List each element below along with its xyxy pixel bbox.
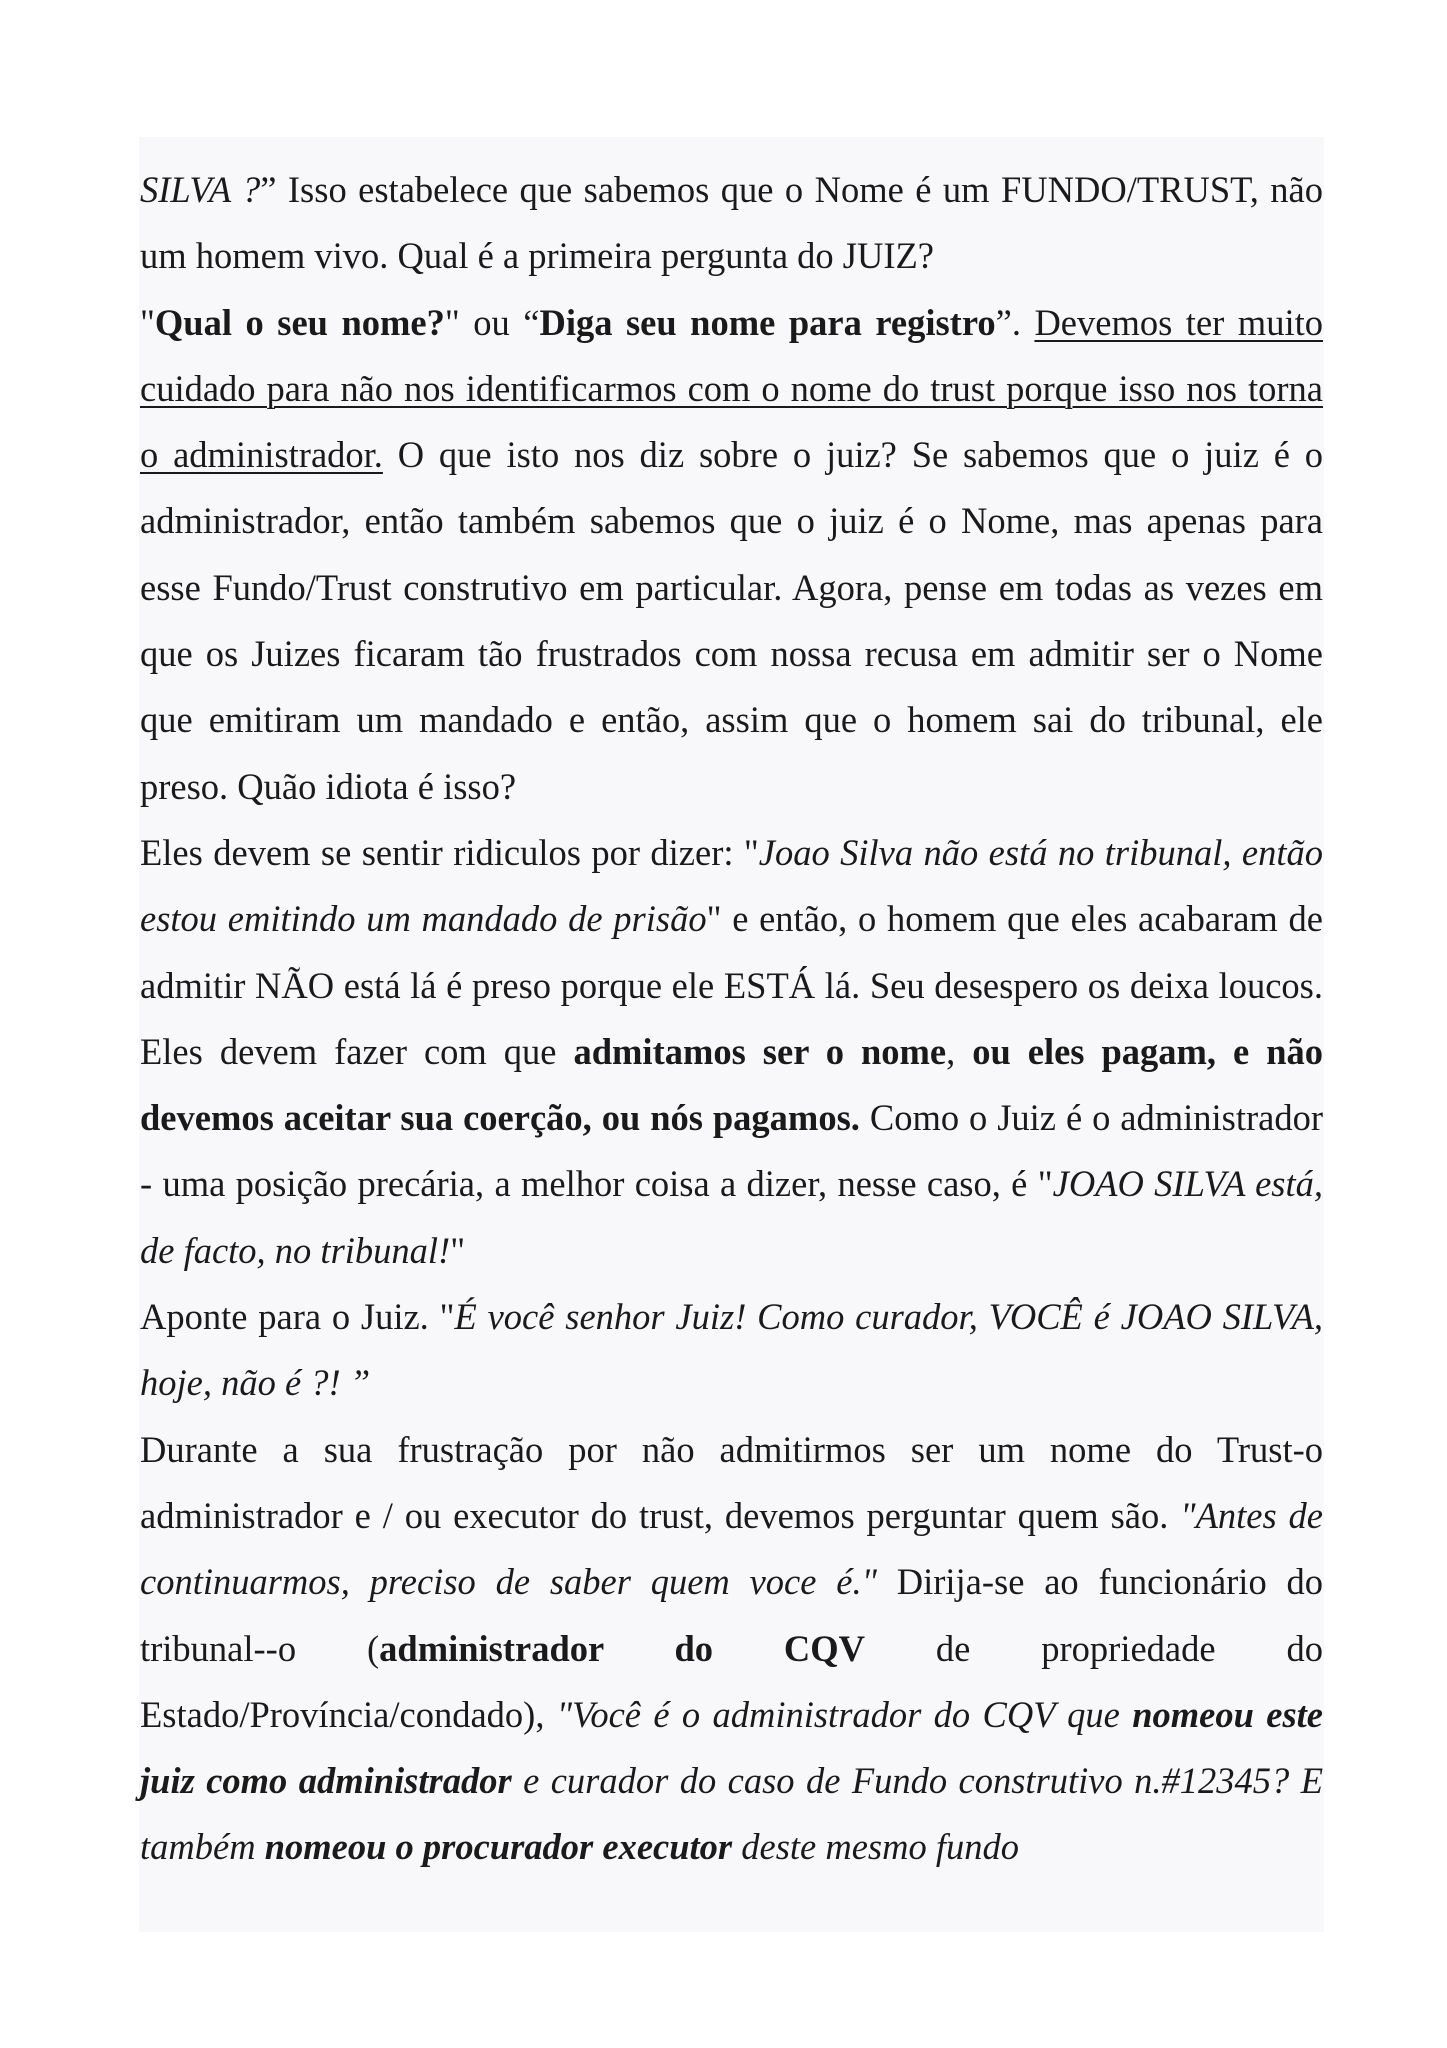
text-run: Diga seu nome para registro bbox=[539, 301, 996, 343]
underlined-text-run: Devemos ter muito cuidado para não nos identificarmos com o nome do trust porque isso nos torna o administrador. bbox=[140, 301, 1323, 476]
text-run: administrador do CQV bbox=[379, 1627, 866, 1669]
text-run: de propriedade do Estado/Província/condado), bbox=[140, 1627, 1323, 1735]
text-run: deste mesmo fundo bbox=[732, 1826, 1020, 1868]
text-run: admitamos ser o nome bbox=[573, 1030, 947, 1072]
paragraph-3 bbox=[140, 820, 1323, 1284]
text-run: Eles devem se sentir ridiculos por dizer: " bbox=[140, 831, 759, 873]
text-run: ” Isso estabelece que sabemos que o Nome é um FUNDO/TRUST, não um homem vivo. Qual é a primeira pergunta do JUIZ? bbox=[140, 169, 1323, 277]
paragraph-4 bbox=[140, 1284, 1323, 1417]
text-run: Dirija-se ao funcionário do tribunal--o ( bbox=[140, 1561, 1323, 1669]
paragraph-1 bbox=[140, 157, 1323, 290]
paragraph-5 bbox=[140, 1417, 1323, 1881]
text-run: "Antes de continuarmos, preciso de saber quem voce é." bbox=[140, 1494, 1324, 1603]
text-run: SILVA ? bbox=[140, 169, 261, 210]
text-run: " ou “ bbox=[444, 301, 540, 343]
text-run: Qual o seu nome? bbox=[154, 301, 445, 343]
text-run: " e então, o homem que eles acabaram de admitir NÃO está lá é preso porque ele ESTÁ lá. Seu desespero os deixa loucos. Eles devem fazer com que bbox=[140, 898, 1323, 1072]
text-run: Como o Juiz é o administrador - uma posição precária, a melhor coisa a dizer, nesse caso, é " bbox=[140, 1097, 1323, 1205]
text-run: ”. bbox=[995, 301, 1035, 343]
text-run: "Você é o administrador do CQV que bbox=[556, 1693, 1133, 1735]
text-run: nomeou este juiz como administrador bbox=[140, 1693, 1323, 1802]
text-run: Aponte para o Juiz. " bbox=[140, 1296, 455, 1338]
text-run: " bbox=[450, 1229, 466, 1271]
text-run: O que isto nos diz sobre o juiz? Se sabemos que o juiz é o administrador, então também sabemos que o juiz é o Nome, mas apenas para esse Fundo/Trust construtivo em particular. Agora, pense em todas as vezes em que os Juizes ficaram tão frustrados com nossa recusa em admitir ser o Nome que emitiram um mandado e então, assim que o homem sai do tribunal, ele preso. Quão idiota é isso? bbox=[140, 434, 1323, 807]
paragraph-2 bbox=[140, 290, 1323, 820]
text-run: Joao Silva não está no tribunal, então estou emitindo um mandado de prisão bbox=[140, 831, 1323, 940]
text-run: ou eles pagam, e não devemos aceitar sua coerção, ou nós pagamos. bbox=[140, 1030, 1323, 1139]
text-run: Durante a sua frustração por não admitirmos ser um nome do Trust-o administrador e / ou executor do trust, devemos perguntar quem são. bbox=[140, 1428, 1323, 1536]
text-run: , bbox=[946, 1030, 973, 1072]
text-run: " bbox=[140, 301, 155, 343]
text-run: É você senhor Juiz! Como curador, VOCÊ é JOAO SILVA, hoje, não é ?! ” bbox=[140, 1296, 1323, 1404]
text-run: e curador do caso de Fundo construtivo n.#12345? E também bbox=[140, 1760, 1323, 1868]
text-run: JOAO SILVA está, de facto, no tribunal! bbox=[140, 1163, 1323, 1271]
document-text-block bbox=[139, 137, 1324, 1932]
text-run: nomeou o procurador executor bbox=[264, 1826, 733, 1868]
